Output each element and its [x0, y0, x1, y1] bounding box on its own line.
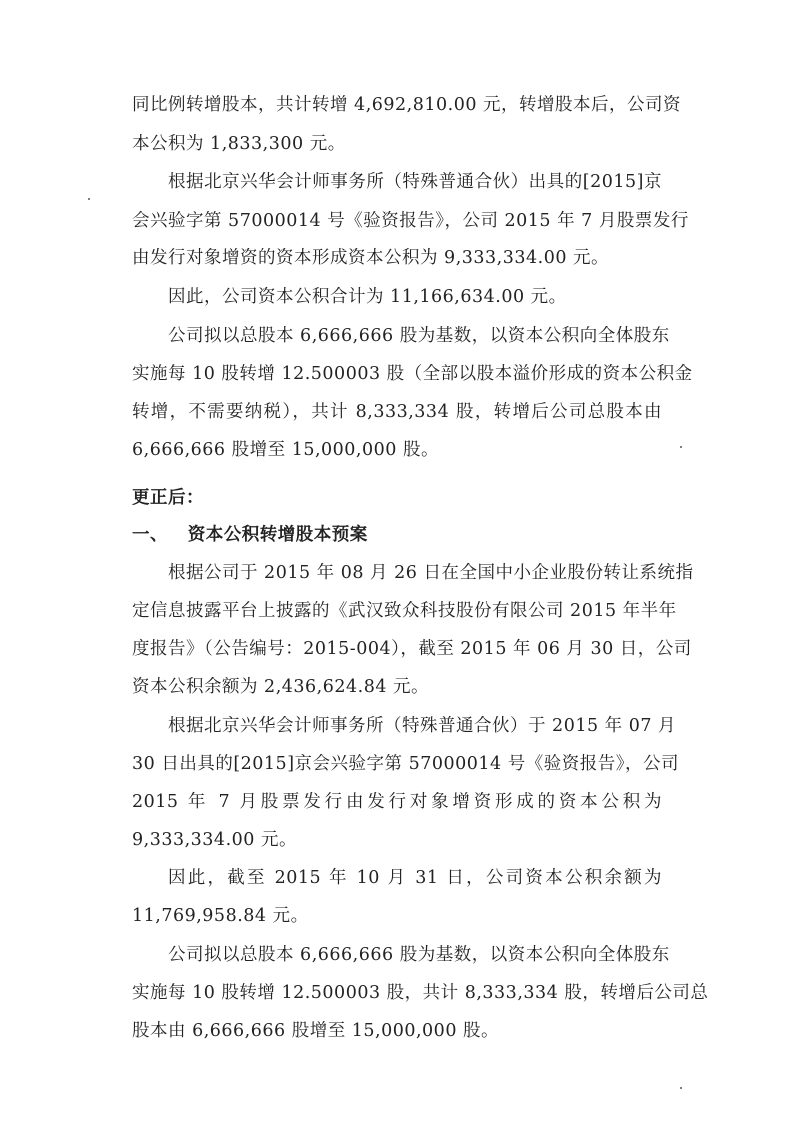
text-line: 实施每 10 股转增 12.500003 股（全部以股本溢价形成的资本公积金 — [132, 364, 693, 384]
scan-speck — [680, 446, 682, 448]
text-line: 2015 年 7 月股票发行由发行对象增资形成的资本公积为 — [132, 792, 662, 812]
text-line: 本公积为 1,833,300 元。 — [132, 134, 346, 154]
text-line: 根据北京兴华会计师事务所（特殊普通合伙）出具的[2015]京 — [168, 172, 662, 192]
scan-speck — [680, 1087, 682, 1089]
text-line: 由发行对象增资的资本形成资本公积为 9,333,334.00 元。 — [132, 248, 610, 268]
text-line: 根据公司于 2015 年 08 月 26 日在全国中小企业股份转让系统指 — [168, 563, 694, 583]
text-line: 资本公积余额为 2,436,624.84 元。 — [132, 677, 430, 697]
text-line: 根据北京兴华会计师事务所（特殊普通合伙）于 2015 年 07 月 — [168, 716, 677, 736]
text-line: 9,333,334.00 元。 — [132, 830, 297, 850]
text-line: 定信息披露平台上披露的《武汉致众科技股份有限公司 2015 年半年 — [132, 601, 677, 621]
text-line: 30 日出具的[2015]京会兴验字第 57000014 号《验资报告》，公司 — [132, 754, 679, 774]
section-heading: 更正后： — [132, 488, 204, 508]
scan-speck — [88, 198, 90, 200]
text-line: 因此，公司资本公积合计为 11,166,634.00 元。 — [168, 287, 567, 307]
text-line: 11,769,958.84 元。 — [132, 906, 309, 926]
text-line: 股本由 6,666,666 股增至 15,000,000 股。 — [132, 1021, 500, 1041]
text-line: 公司拟以总股本 6,666,666 股为基数，以资本公积向全体股东 — [168, 326, 670, 346]
text-line: 度报告》（公告编号：2015-004），截至 2015 年 06 月 30 日，公司 — [132, 639, 692, 659]
text-line: 6,666,666 股增至 15,000,000 股。 — [132, 440, 439, 460]
text-line: 转增，不需要纳税），共计 8,333,334 股，转增后公司总股本由 — [132, 402, 662, 422]
text-line: 会兴验字第 57000014 号《验资报告》，公司 2015 年 7 月股票发行 — [132, 211, 689, 231]
text-line: 实施每 10 股转增 12.500003 股，共计 8,333,334 股，转增后公司总 — [132, 983, 709, 1003]
text-line: 同比例转增股本，共计转增 4,692,810.00 元，转增股本后，公司资 — [132, 95, 682, 115]
subsection-heading: 一、 资本公积转增股本预案 — [132, 525, 368, 545]
text-line: 公司拟以总股本 6,666,666 股为基数，以资本公积向全体股东 — [168, 945, 670, 965]
text-line: 因此，截至 2015 年 10 月 31 日，公司资本公积余额为 — [168, 868, 662, 888]
